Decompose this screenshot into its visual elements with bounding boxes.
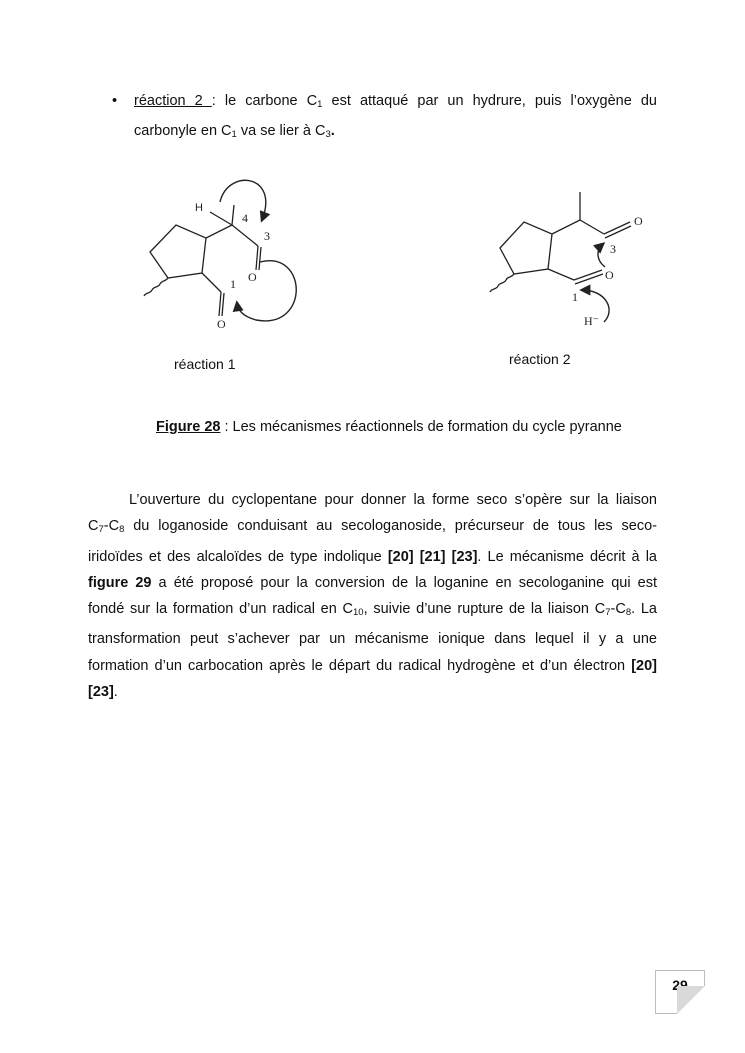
paragraph-line [88, 596, 657, 626]
reaction-2-structure [490, 192, 643, 367]
label-c3: 3 [610, 242, 616, 256]
bond [548, 269, 574, 280]
bullet-text [134, 88, 657, 148]
label-c4: 4 [242, 211, 248, 225]
subscript: 8 [119, 524, 125, 536]
text-run: -C [610, 601, 626, 618]
bond [202, 273, 221, 292]
bullet-text-part: : le carbone C [211, 93, 318, 109]
citation: [23] [88, 684, 114, 701]
figure-label: Figure 28 [156, 419, 221, 435]
cyclopentane-ring-1 [150, 225, 206, 278]
page-curl-icon [677, 986, 705, 1014]
citation: [20] [21] [23] [387, 548, 478, 565]
wavy-bond [144, 278, 168, 296]
text-run: du loganoside conduisant au secologanoside, précurseur de tous les seco- [124, 518, 657, 535]
reaction-1-structure [144, 180, 296, 372]
bond [580, 220, 604, 234]
reaction-2-caption: réaction 2 [509, 351, 571, 367]
text-run: , suivie d’une rupture de la liaison C [363, 601, 606, 618]
label-c3: 3 [264, 229, 270, 243]
subscript: 7 [605, 607, 611, 619]
reaction-schemes-svg [120, 170, 643, 385]
text-run: L’ouverture du cyclopentane pour donner la forme seco s’opère sur la liaison [129, 492, 657, 508]
paragraph-line [88, 487, 657, 513]
label-c1: 1 [230, 277, 236, 291]
figure-28-reaction-mechanisms [120, 170, 643, 385]
wavy-bond [490, 274, 514, 292]
paragraph-line [88, 544, 657, 570]
page-number: 29 [672, 977, 688, 993]
reaction-1-caption: réaction 1 [174, 356, 236, 372]
bond [232, 225, 258, 246]
bullet-text-part: va se lier à C [236, 123, 326, 139]
label-o-top: O [634, 214, 643, 228]
subscript: 10 [353, 607, 364, 619]
paragraph-line [88, 626, 657, 652]
text-run: a été proposé pour la conversion de la loganine en secologanine qui est [151, 574, 657, 591]
page-number-box [655, 970, 705, 1014]
figure-caption [156, 419, 656, 435]
citation: [20] [631, 657, 657, 674]
text-run: transformation peut s’achever par un mécanisme ionique dans lequel il y a une [88, 631, 657, 648]
bond-h [210, 212, 232, 225]
bullet-text-part: est attaqué par un hydrure, puis l’oxygène du [322, 93, 657, 109]
label-o-top: O [248, 270, 257, 284]
subscript: 1 [231, 129, 237, 140]
bullet-item-reaction-2 [112, 88, 657, 148]
cyclopentane-ring-2 [500, 222, 552, 274]
label-h: H [195, 202, 203, 214]
carbonyl-bond-3 [604, 222, 631, 238]
subscript: 7 [98, 524, 104, 536]
curved-arrow-o-attack [237, 261, 296, 321]
text-run: . La [631, 601, 657, 618]
text-run: fondé sur la formation d’un radical en C [88, 601, 353, 618]
figure-caption-text: : Les mécanismes réactionnels de formation du cycle pyranne [220, 419, 622, 435]
text-run: C [88, 518, 99, 535]
paragraph-line [88, 679, 657, 705]
label-o-bottom: O [217, 317, 226, 331]
bullet-marker: • [112, 93, 118, 109]
subscript: 8 [625, 607, 632, 619]
figure-reference: figure 29 [88, 574, 152, 591]
curved-arrow-o-to-c3 [598, 244, 605, 267]
bond [552, 220, 580, 234]
bullet-line-1 [134, 88, 657, 118]
label-o-mid: O [605, 268, 614, 282]
paragraph-line [88, 653, 657, 679]
text-run: . Le mécanisme décrit à la [477, 548, 657, 565]
bullet-line-2 [134, 118, 657, 148]
carbonyl-bond-1 [219, 292, 224, 316]
body-paragraph [88, 487, 657, 705]
carbonyl-bond-3 [256, 246, 261, 270]
subscript: 3 [325, 129, 331, 140]
bullet-text-part: . [330, 123, 335, 139]
label-hydride: H⁻ [584, 314, 599, 328]
text-run: formation d’un carbocation après le départ du radical hydrogène et d’un électron [88, 657, 632, 674]
carbonyl-bond-1 [574, 270, 603, 284]
paragraph-line [88, 570, 657, 596]
text-run: -C [103, 518, 120, 535]
bullet-label: réaction 2 [134, 93, 212, 109]
bullet-text-part: carbonyle en C [134, 123, 232, 139]
subscript: 1 [317, 99, 323, 110]
text-run: iridoïdes et des alcaloïdes de type indolique [88, 548, 388, 565]
text-run: . [113, 684, 118, 701]
bond-methyl [232, 205, 234, 225]
bond [206, 225, 232, 238]
label-c1: 1 [572, 290, 578, 304]
paragraph-line [88, 513, 657, 543]
